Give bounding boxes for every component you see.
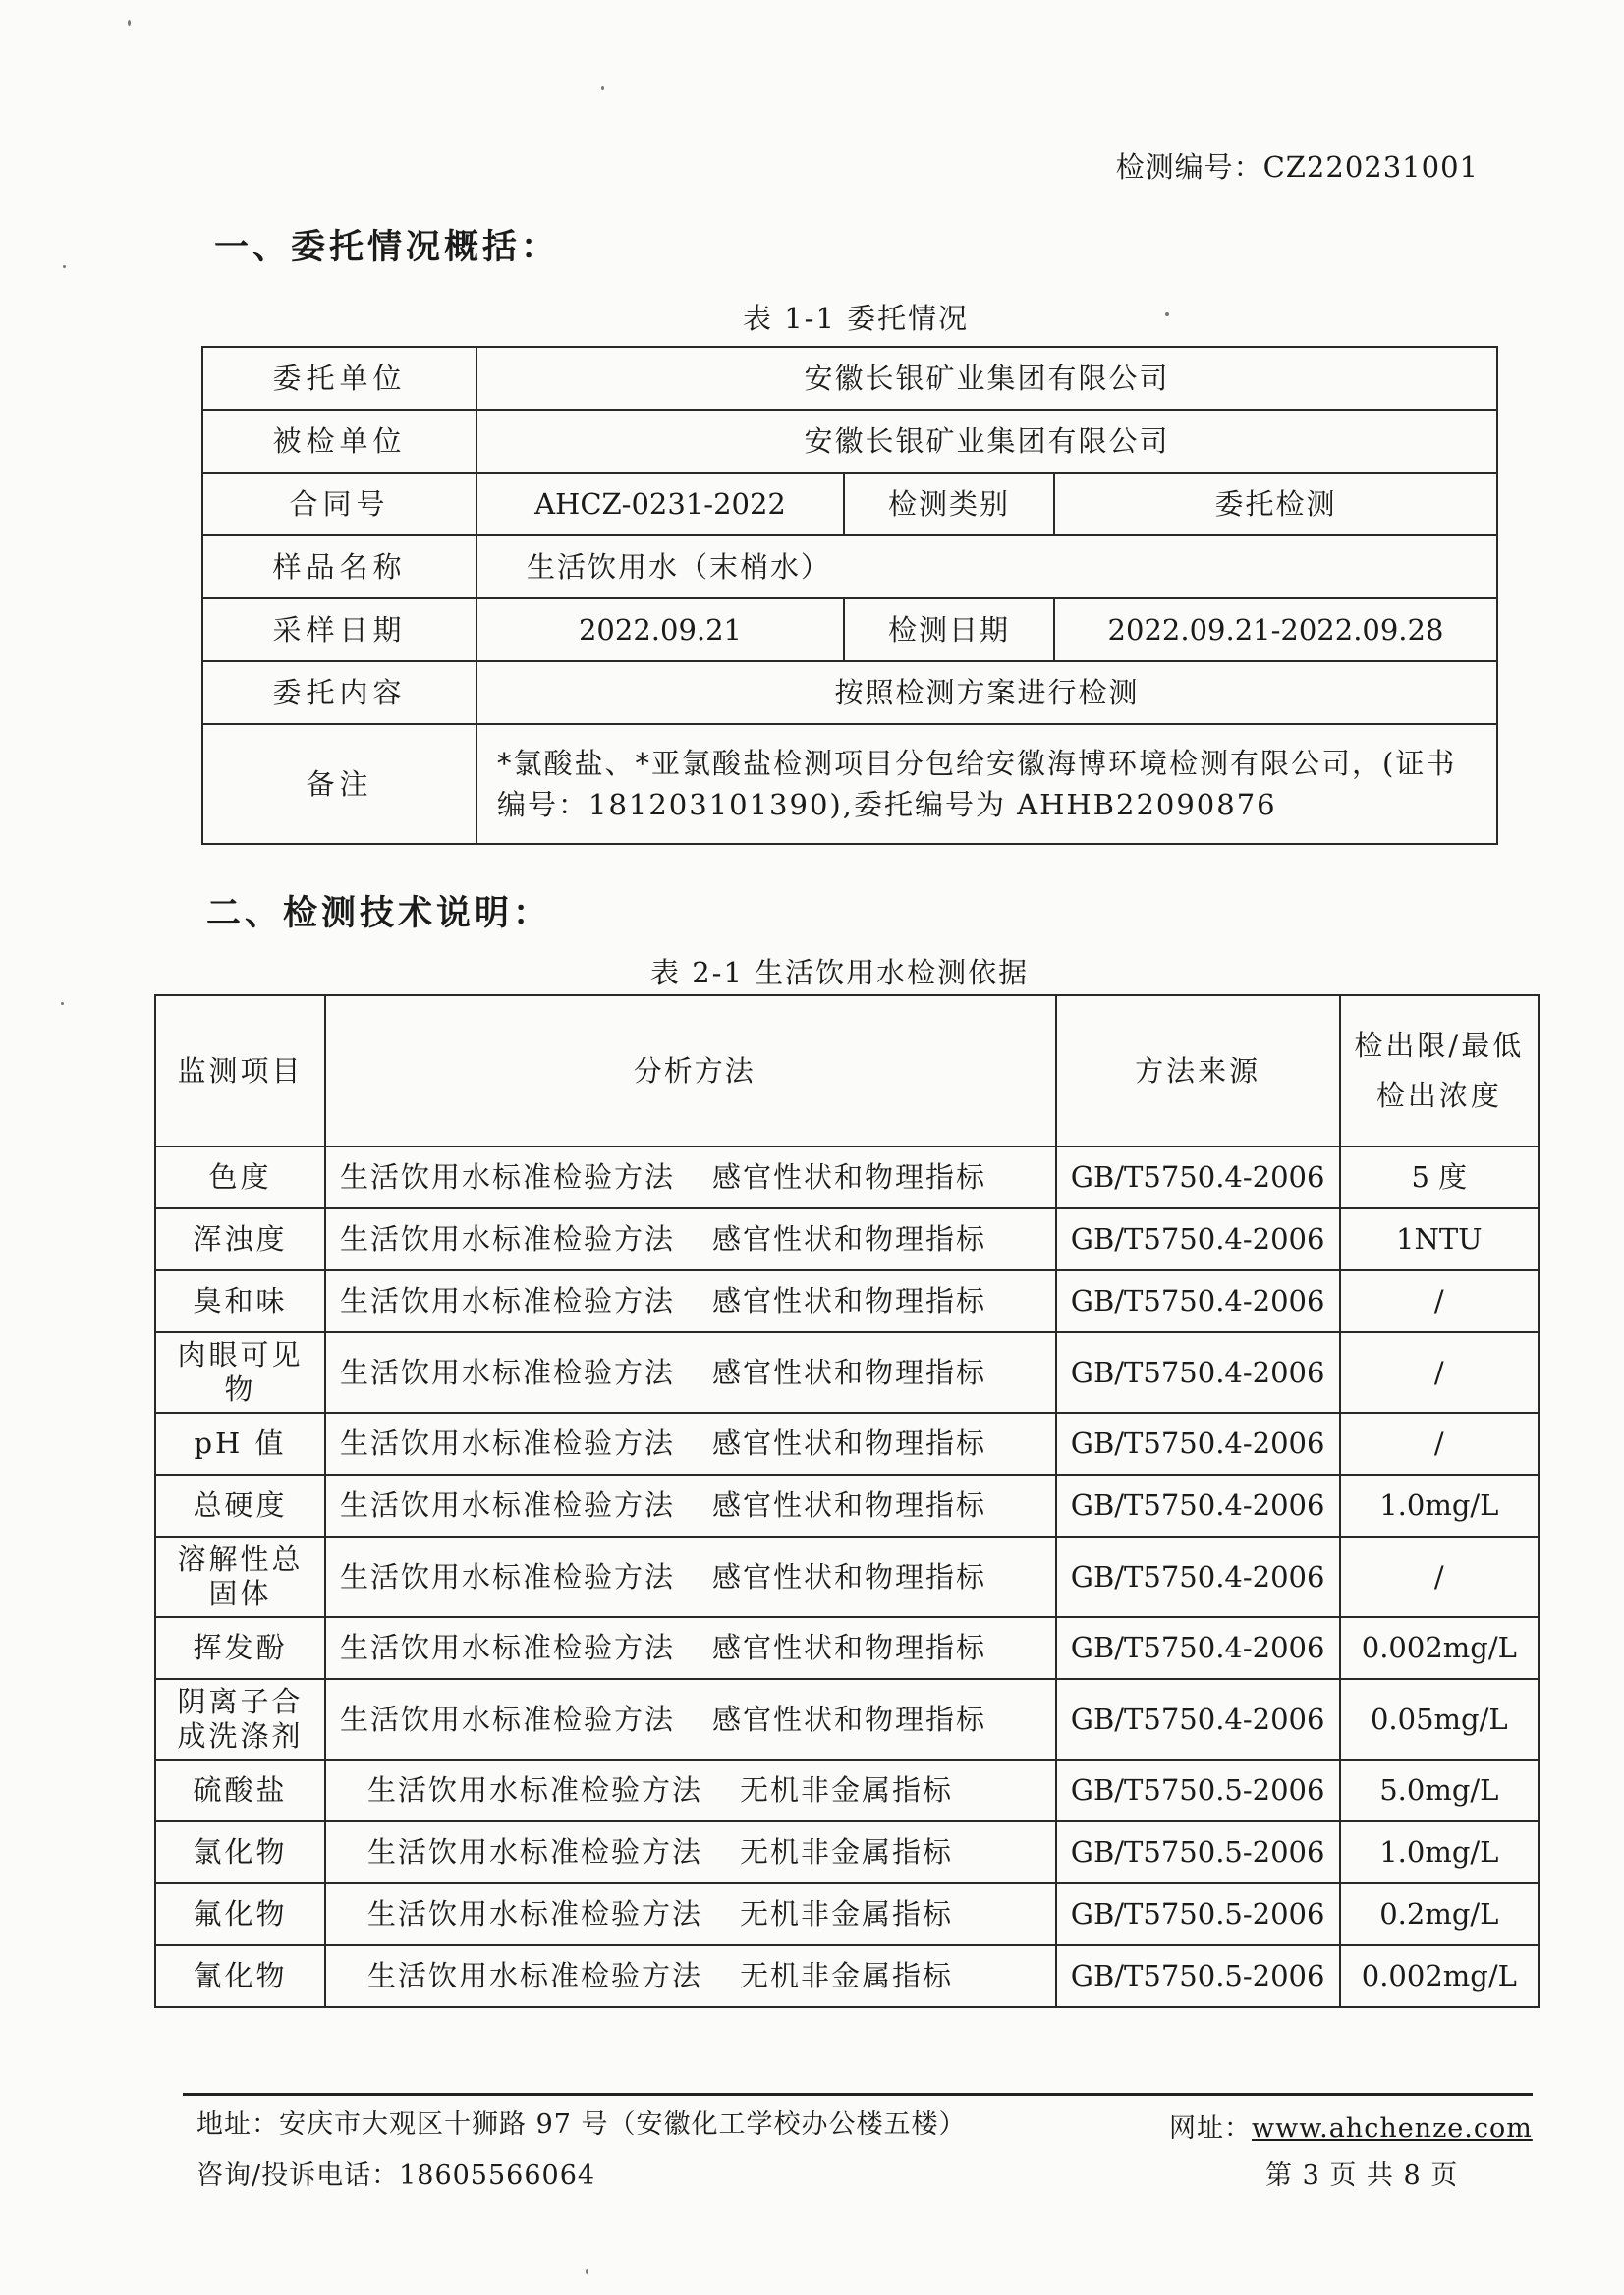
website-link[interactable]: www.ahchenze.com bbox=[1252, 2113, 1533, 2144]
row-item: 色度 bbox=[155, 1147, 325, 1208]
row-source: GB/T5750.5-2006 bbox=[1056, 1760, 1340, 1821]
scan-speck bbox=[61, 1002, 64, 1005]
method-name: 生活饮用水标准检验方法 bbox=[339, 1284, 675, 1318]
inspected-label: 被检单位 bbox=[202, 410, 476, 473]
table-row bbox=[202, 410, 1497, 473]
row-limit: / bbox=[1340, 1270, 1539, 1332]
method-name: 生活饮用水标准检验方法 bbox=[339, 1160, 675, 1195]
row-method bbox=[325, 1537, 1056, 1617]
row-item: 挥发酚 bbox=[155, 1617, 325, 1679]
row-method bbox=[325, 1475, 1056, 1537]
header-limit: 检出限/最低检出浓度 bbox=[1340, 995, 1539, 1147]
footer-address: 地址：安庆市大观区十狮路 97 号（安徽化工学校办公楼五楼） bbox=[196, 2109, 967, 2140]
method-indicator: 感官性状和物理指标 bbox=[711, 1160, 986, 1195]
header-method: 分析方法 bbox=[325, 995, 1056, 1147]
method-indicator: 感官性状和物理指标 bbox=[711, 1488, 986, 1523]
row-source: GB/T5750.4-2006 bbox=[1056, 1332, 1340, 1413]
table-row bbox=[202, 661, 1497, 724]
contract-label: 合同号 bbox=[202, 473, 476, 535]
client-value: 安徽长银矿业集团有限公司 bbox=[476, 347, 1497, 410]
row-limit: / bbox=[1340, 1537, 1539, 1617]
content-value: 按照检测方案进行检测 bbox=[476, 661, 1497, 724]
row-source: GB/T5750.4-2006 bbox=[1056, 1270, 1340, 1332]
category-value: 委托检测 bbox=[1054, 473, 1497, 535]
row-method bbox=[325, 1760, 1056, 1821]
row-method bbox=[325, 1413, 1056, 1475]
row-source: GB/T5750.4-2006 bbox=[1056, 1617, 1340, 1679]
scan-speck bbox=[586, 2269, 588, 2274]
method-name: 生活饮用水标准检验方法 bbox=[366, 1835, 702, 1870]
table-row bbox=[155, 1332, 1539, 1413]
scan-speck bbox=[63, 265, 66, 268]
table-row bbox=[202, 598, 1497, 661]
content-label: 委托内容 bbox=[202, 661, 476, 724]
section2-title: 二、检测技术说明： bbox=[206, 893, 552, 933]
method-name: 生活饮用水标准检验方法 bbox=[339, 1631, 675, 1665]
row-source: GB/T5750.4-2006 bbox=[1056, 1679, 1340, 1760]
table-row bbox=[155, 1208, 1539, 1270]
method-indicator: 感官性状和物理指标 bbox=[711, 1427, 986, 1461]
row-method bbox=[325, 1332, 1056, 1413]
method-name: 生活饮用水标准检验方法 bbox=[366, 1959, 702, 1993]
scan-speck bbox=[128, 20, 131, 26]
row-item: 氰化物 bbox=[155, 1945, 325, 2007]
row-limit: 0.002mg/L bbox=[1340, 1617, 1539, 1679]
method-name: 生活饮用水标准检验方法 bbox=[339, 1222, 675, 1257]
test-basis-rows bbox=[155, 1147, 1539, 2007]
method-name: 生活饮用水标准检验方法 bbox=[366, 1897, 702, 1931]
row-source: GB/T5750.4-2006 bbox=[1056, 1537, 1340, 1617]
row-source: GB/T5750.4-2006 bbox=[1056, 1147, 1340, 1208]
row-method bbox=[325, 1270, 1056, 1332]
method-name: 生活饮用水标准检验方法 bbox=[366, 1773, 702, 1808]
method-indicator: 感官性状和物理指标 bbox=[711, 1631, 986, 1665]
row-method bbox=[325, 1821, 1056, 1883]
row-limit: 5 度 bbox=[1340, 1147, 1539, 1208]
table1-caption: 表 1-1 委托情况 bbox=[743, 302, 970, 335]
table-row bbox=[202, 724, 1497, 844]
table-row bbox=[155, 1475, 1539, 1537]
category-label: 检测类别 bbox=[844, 473, 1054, 535]
row-limit: 1.0mg/L bbox=[1340, 1821, 1539, 1883]
scan-speck bbox=[1165, 312, 1169, 316]
row-item: 氟化物 bbox=[155, 1883, 325, 1945]
row-item: 硫酸盐 bbox=[155, 1760, 325, 1821]
row-source: GB/T5750.5-2006 bbox=[1056, 1945, 1340, 2007]
row-item: 臭和味 bbox=[155, 1270, 325, 1332]
sample-value: 生活饮用水（末梢水） bbox=[476, 535, 1497, 598]
method-indicator: 无机非金属指标 bbox=[739, 1959, 953, 1993]
row-method bbox=[325, 1208, 1056, 1270]
table2-caption: 表 2-1 生活饮用水检测依据 bbox=[650, 956, 1030, 989]
section1-title: 一、委托情况概括： bbox=[214, 227, 560, 267]
client-label: 委托单位 bbox=[202, 347, 476, 410]
method-indicator: 感官性状和物理指标 bbox=[711, 1559, 986, 1594]
website-label: 网址： bbox=[1169, 2113, 1252, 2144]
row-limit: 0.05mg/L bbox=[1340, 1679, 1539, 1760]
row-source: GB/T5750.4-2006 bbox=[1056, 1475, 1340, 1537]
row-method bbox=[325, 1883, 1056, 1945]
method-name: 生活饮用水标准检验方法 bbox=[339, 1427, 675, 1461]
table-row bbox=[155, 1147, 1539, 1208]
method-indicator: 无机非金属指标 bbox=[739, 1773, 953, 1808]
row-limit: / bbox=[1340, 1413, 1539, 1475]
row-source: GB/T5750.5-2006 bbox=[1056, 1821, 1340, 1883]
method-indicator: 感官性状和物理指标 bbox=[711, 1284, 986, 1318]
table-row bbox=[155, 1413, 1539, 1475]
row-item: 溶解性总固体 bbox=[155, 1537, 325, 1617]
method-name: 生活饮用水标准检验方法 bbox=[339, 1488, 675, 1523]
footer-phone: 咨询/投诉电话：18605566064 bbox=[196, 2160, 596, 2191]
method-name: 生活饮用水标准检验方法 bbox=[339, 1702, 675, 1736]
row-item: 肉眼可见物 bbox=[155, 1332, 325, 1413]
method-name: 生活饮用水标准检验方法 bbox=[339, 1559, 675, 1594]
table-row bbox=[202, 347, 1497, 410]
table-row bbox=[155, 1679, 1539, 1760]
method-indicator: 感官性状和物理指标 bbox=[711, 1222, 986, 1257]
table-row bbox=[202, 535, 1497, 598]
method-indicator: 无机非金属指标 bbox=[739, 1835, 953, 1870]
table-row bbox=[155, 1617, 1539, 1679]
method-indicator: 无机非金属指标 bbox=[739, 1897, 953, 1931]
sample-label: 样品名称 bbox=[202, 535, 476, 598]
row-source: GB/T5750.4-2006 bbox=[1056, 1413, 1340, 1475]
test-date-value: 2022.09.21-2022.09.28 bbox=[1054, 598, 1497, 661]
row-item: 总硬度 bbox=[155, 1475, 325, 1537]
row-limit: 1NTU bbox=[1340, 1208, 1539, 1270]
method-indicator: 感官性状和物理指标 bbox=[711, 1702, 986, 1736]
method-indicator: 感官性状和物理指标 bbox=[711, 1355, 986, 1389]
row-item: 浑浊度 bbox=[155, 1208, 325, 1270]
footer-rule bbox=[183, 2093, 1533, 2096]
table-row bbox=[155, 1270, 1539, 1332]
row-item: 氯化物 bbox=[155, 1821, 325, 1883]
row-item: pH 值 bbox=[155, 1413, 325, 1475]
row-source: GB/T5750.5-2006 bbox=[1056, 1883, 1340, 1945]
row-limit: 0.002mg/L bbox=[1340, 1945, 1539, 2007]
table-row bbox=[155, 1945, 1539, 2007]
table-row bbox=[155, 1883, 1539, 1945]
table-header-row bbox=[155, 995, 1539, 1147]
row-item: 阴离子合成洗涤剂 bbox=[155, 1679, 325, 1760]
row-method bbox=[325, 1617, 1056, 1679]
remark-label: 备注 bbox=[202, 724, 476, 844]
header-source: 方法来源 bbox=[1056, 995, 1340, 1147]
row-source: GB/T5750.4-2006 bbox=[1056, 1208, 1340, 1270]
row-limit: 0.2mg/L bbox=[1340, 1883, 1539, 1945]
commission-table bbox=[201, 346, 1498, 845]
row-method bbox=[325, 1945, 1056, 2007]
row-limit: 5.0mg/L bbox=[1340, 1760, 1539, 1821]
table-row bbox=[155, 1537, 1539, 1617]
remark-value: *氯酸盐、*亚氯酸盐检测项目分包给安徽海博环境检测有限公司，(证书编号：181203101390),委托编号为 AHHB22090876 bbox=[476, 724, 1497, 844]
row-limit: 1.0mg/L bbox=[1340, 1475, 1539, 1537]
sampling-date-label: 采样日期 bbox=[202, 598, 476, 661]
row-method bbox=[325, 1147, 1056, 1208]
scan-speck bbox=[601, 86, 604, 90]
test-date-label: 检测日期 bbox=[844, 598, 1054, 661]
inspected-value: 安徽长银矿业集团有限公司 bbox=[476, 410, 1497, 473]
row-method bbox=[325, 1679, 1056, 1760]
header-item: 监测项目 bbox=[155, 995, 325, 1147]
method-name: 生活饮用水标准检验方法 bbox=[339, 1355, 675, 1389]
report-number: 检测编号：CZ220231001 bbox=[1115, 150, 1479, 184]
test-basis-table bbox=[154, 994, 1540, 2008]
sampling-date-value: 2022.09.21 bbox=[476, 598, 844, 661]
table-row bbox=[155, 1760, 1539, 1821]
footer-website bbox=[1169, 2106, 1533, 2145]
contract-value: AHCZ-0231-2022 bbox=[476, 473, 844, 535]
table-row bbox=[155, 1821, 1539, 1883]
page-number: 第 3 页 共 8 页 bbox=[1265, 2160, 1459, 2191]
row-limit: / bbox=[1340, 1332, 1539, 1413]
table-row bbox=[202, 473, 1497, 535]
